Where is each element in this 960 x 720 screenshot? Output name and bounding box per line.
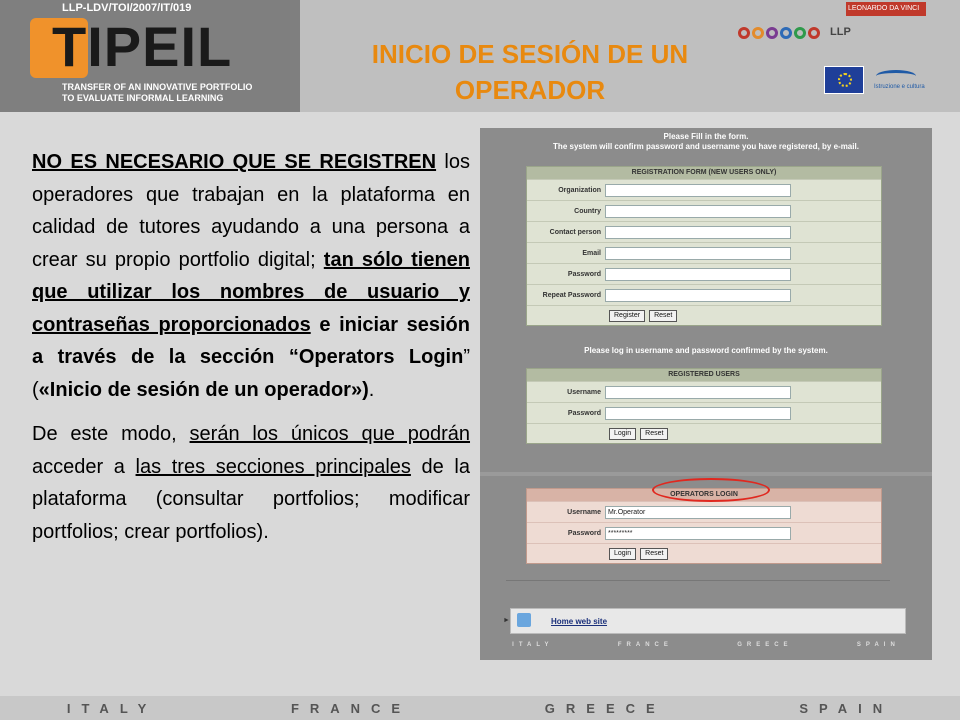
password-input[interactable] (605, 407, 791, 420)
section-divider (480, 472, 932, 476)
form-row (527, 501, 881, 522)
organization-input[interactable] (605, 184, 791, 197)
llp-circle-icon (808, 27, 820, 39)
operators-login-heading: OPERATORS LOGIN (527, 489, 881, 501)
p2-mid: acceder a (32, 455, 136, 478)
field-label: Organization (558, 186, 601, 194)
footer-country-italy: ITALY (66, 700, 158, 716)
footer-country-greece: GREECE (544, 700, 666, 716)
reset-button[interactable]: Reset (649, 310, 677, 322)
footer-country-bar (0, 696, 960, 720)
quote-close: ” ( (32, 346, 470, 401)
footer-country-france: FRANCE (290, 700, 412, 716)
registration-form (526, 166, 882, 326)
username-input[interactable] (605, 386, 791, 399)
home-web-site-link[interactable]: Home web site (551, 617, 608, 626)
contact-person-input[interactable] (605, 226, 791, 239)
registered-users-form (526, 368, 882, 444)
paragraph-1 (32, 146, 470, 406)
eu-flag-icon (824, 66, 864, 94)
p1-text: los operadores que trabajan en la plataforma en calidad de tutores ayudando a una persona a crear su propio portfolio digital; (32, 151, 471, 271)
password-label: Password (567, 529, 601, 537)
highlight-circle (652, 478, 770, 502)
registration-heading: REGISTRATION FORM (NEW USERS ONLY) (527, 167, 881, 179)
username-label: Username (567, 508, 601, 516)
country-greece: GREECE (737, 642, 793, 648)
lead-statement: NO ES NECESARIO QUE SE REGISTREN (32, 151, 437, 173)
reset-button[interactable]: Reset (640, 428, 668, 440)
llp-circle-icon (766, 27, 778, 39)
swoosh-icon (876, 70, 916, 82)
header (0, 0, 960, 112)
logo-subtitle-line-2: TO EVALUATE INFORMAL LEARNING (62, 93, 224, 103)
page-title (330, 36, 730, 108)
form-row (527, 221, 881, 242)
tipeil-logo (0, 0, 300, 112)
education-culture-logo (870, 66, 930, 94)
form-row (527, 242, 881, 263)
logo-wordmark: TIPEIL (52, 15, 233, 78)
operators-login-quote: “Operators Login (288, 346, 464, 368)
username-label: Username (567, 388, 601, 396)
form-row (527, 522, 881, 543)
p2-underline-2: las tres secciones principales (135, 455, 411, 478)
llp-circle-icon (794, 27, 806, 39)
registration-buttons (527, 305, 881, 325)
footer-country-spain: SPAIN (799, 700, 894, 716)
form-instruction: Please Fill in the form. (663, 132, 749, 141)
country-spain: SPAIN (856, 642, 900, 648)
form-instruction-2: The system will confirm password and username you have registered, by e-mail. (553, 142, 859, 151)
paragraph-2 (32, 418, 470, 548)
llp-logo (738, 24, 928, 42)
operator-username-input[interactable]: Mr.Operator (605, 506, 791, 519)
logo-subtitle-line-1: TRANSFER OF AN INNOVATIVE PORTFOLIO (62, 82, 253, 92)
login-button[interactable]: Login (609, 428, 636, 440)
llp-circle-icon (752, 27, 764, 39)
spanish-translation: «Inicio de sesión de un operador») (38, 378, 369, 401)
education-culture-label: Istruzione e cultura (874, 84, 925, 90)
screenshot-country-bar (480, 642, 932, 648)
logo-subtitle (62, 82, 252, 104)
field-label: Contact person (549, 228, 601, 236)
eu-stars-icon (838, 73, 852, 87)
form-row (527, 200, 881, 221)
country-input[interactable] (605, 205, 791, 218)
field-label: Repeat Password (542, 291, 601, 299)
country-france: FRANCE (617, 642, 673, 648)
project-code: LLP-LDV/TOI/2007/IT/019 (62, 2, 192, 14)
horizontal-rule (506, 580, 890, 581)
country-italy: ITALY (512, 642, 554, 648)
operator-login-button[interactable]: Login (609, 548, 636, 560)
home-bar (503, 608, 906, 634)
p1-end: . (368, 378, 375, 401)
operators-login-buttons (527, 543, 881, 563)
llp-label: LLP (830, 26, 851, 38)
home-icon[interactable] (517, 613, 531, 627)
repeat-password-input[interactable] (605, 289, 791, 302)
form-row (527, 402, 881, 423)
email-input[interactable] (605, 247, 791, 260)
page-title-line-1: INICIO DE SESIÓN DE UN (371, 39, 689, 69)
p1-emphasis: tan sólo tienen que utilizar los nombres de usuario y contraseñas proporcionados (32, 248, 470, 336)
password-input[interactable] (605, 268, 791, 281)
operator-reset-button[interactable]: Reset (640, 548, 668, 560)
platform-screenshot (480, 128, 932, 660)
page-title-line-2: OPERADOR (454, 75, 606, 105)
llp-circle-icon (738, 27, 750, 39)
leonardo-da-vinci-badge: LEONARDO DA VINCI (846, 2, 926, 16)
registered-users-buttons (527, 423, 881, 443)
p2-start: De este modo, (32, 423, 190, 445)
field-label: Password (567, 270, 601, 278)
p2-underline-1: serán los únicos que podrán (189, 423, 471, 445)
login-instruction: Please log in username and password confirmed by the system. (584, 346, 828, 355)
registered-users-heading: REGISTERED USERS (527, 369, 881, 381)
field-label: Country (574, 207, 601, 215)
p2-end: de la plataforma (consultar portfolios; modificar portfolios; crear portfolios). (32, 455, 470, 543)
register-button[interactable]: Register (609, 310, 645, 322)
password-label: Password (567, 409, 601, 417)
form-row (527, 381, 881, 402)
form-row (527, 263, 881, 284)
operator-password-input[interactable]: ********* (605, 527, 791, 540)
arrow-bullet-icon: ► (503, 617, 510, 624)
body-text (32, 146, 470, 560)
p1-strong: e iniciar sesión a través de la sección (32, 313, 470, 368)
llp-circle-icon (780, 27, 792, 39)
form-row (527, 179, 881, 200)
field-label: Email (582, 249, 601, 257)
form-row (527, 284, 881, 305)
